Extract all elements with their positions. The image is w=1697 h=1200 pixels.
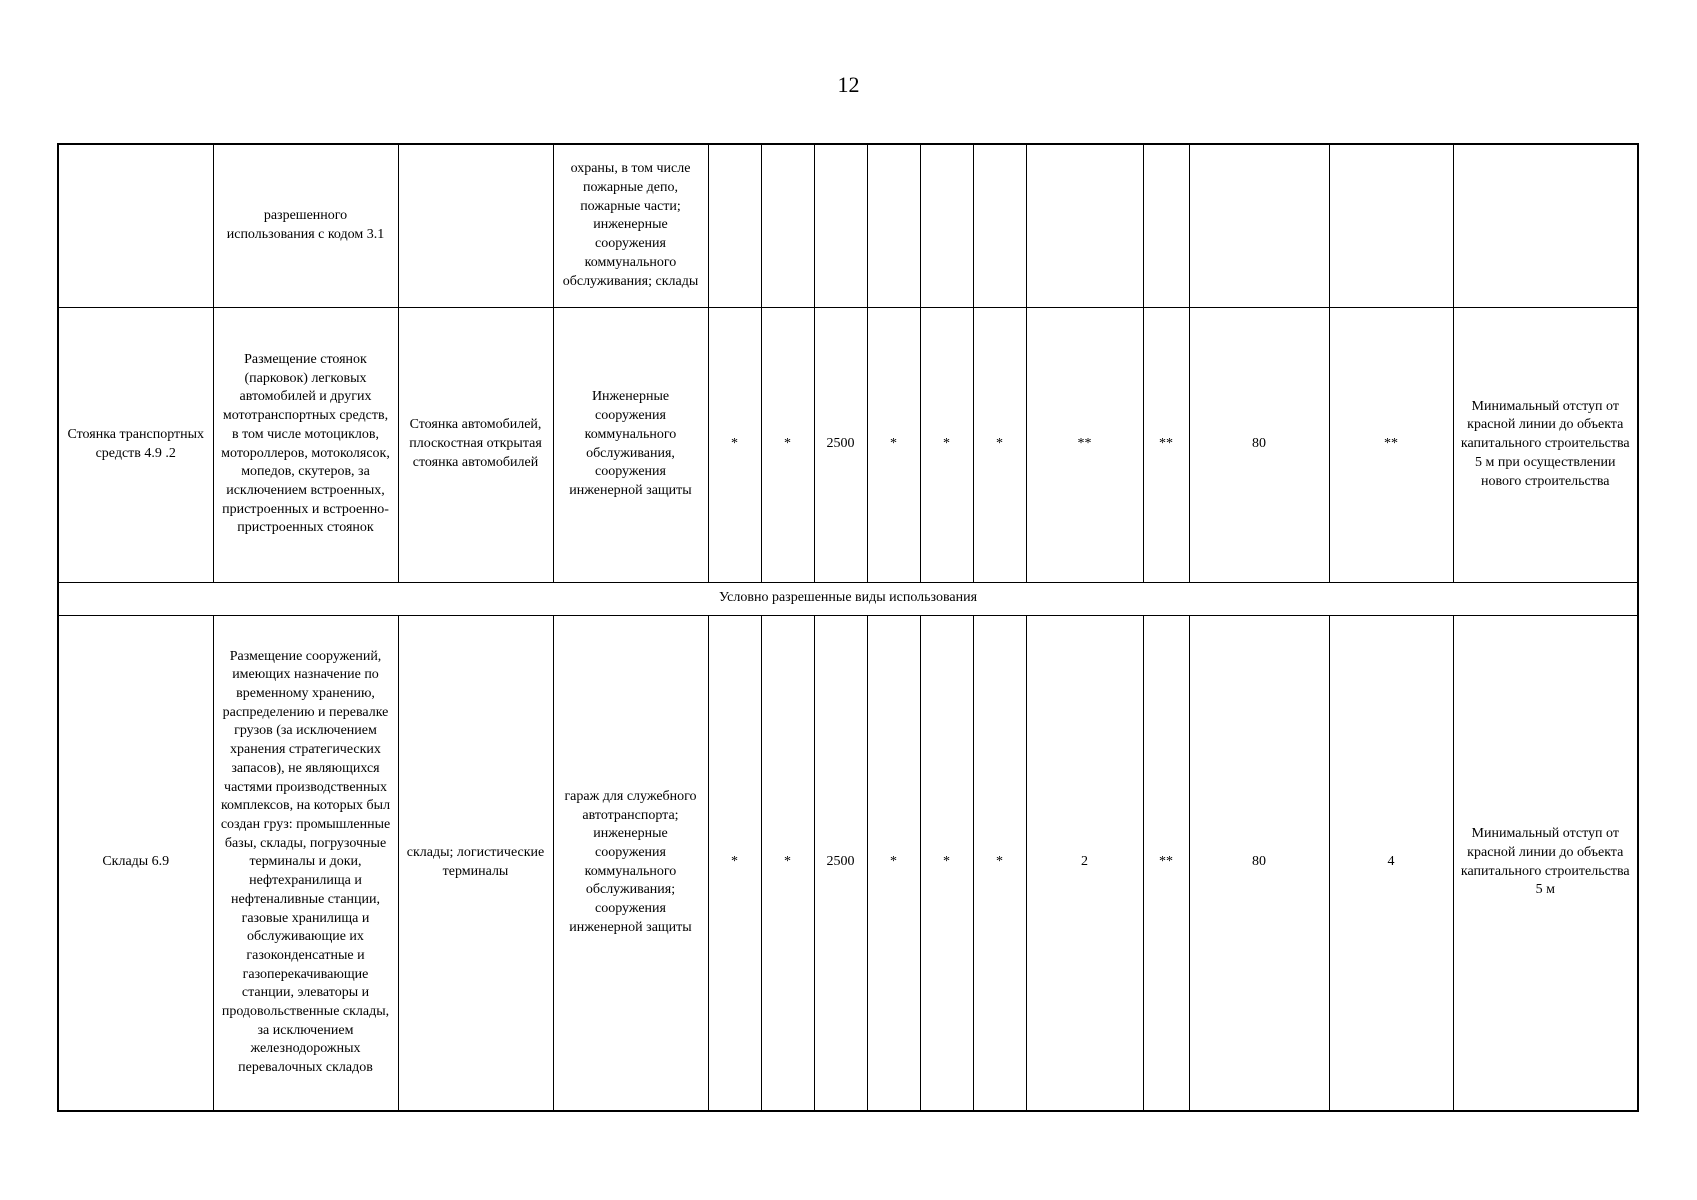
- param-cell: *: [867, 615, 920, 1111]
- use-name-cell: Склады 6.9: [58, 615, 213, 1111]
- param-cell: [1026, 144, 1143, 307]
- table-row: [58, 144, 1638, 307]
- param-cell: *: [708, 615, 761, 1111]
- param-cell: [973, 144, 1026, 307]
- param-cell: *: [867, 307, 920, 582]
- auxiliary-use-cell: Инженерные сооружения коммунального обслуживания, сооружения инженерной защиты: [553, 307, 708, 582]
- param-cell: *: [708, 307, 761, 582]
- param-cell: *: [973, 307, 1026, 582]
- auxiliary-use-cell: охраны, в том числе пожарные депо, пожарные части; инженерные сооружения коммунального обслуживания; склады: [553, 144, 708, 307]
- use-name-cell: Стоянка транспортных средств 4.9 .2: [58, 307, 213, 582]
- param-cell: **: [1143, 307, 1189, 582]
- use-name-cell: [58, 144, 213, 307]
- note-cell: [1453, 144, 1638, 307]
- param-cell: *: [973, 615, 1026, 1111]
- param-cell: [867, 144, 920, 307]
- section-header-row: [58, 582, 1638, 615]
- table-row: [58, 307, 1638, 582]
- param-cell: *: [761, 615, 814, 1111]
- param-cell: 80: [1189, 615, 1329, 1111]
- param-cell: 2500: [814, 307, 867, 582]
- param-cell: *: [920, 615, 973, 1111]
- param-cell: *: [920, 307, 973, 582]
- page-number: 12: [837, 72, 860, 97]
- main-object-cell: склады; логистические терминалы: [398, 615, 553, 1111]
- table-row: [58, 615, 1638, 1111]
- param-cell: [814, 144, 867, 307]
- zoning-table: [57, 143, 1639, 1112]
- param-cell: [1143, 144, 1189, 307]
- param-cell: [920, 144, 973, 307]
- param-cell: [1329, 144, 1453, 307]
- param-cell: **: [1026, 307, 1143, 582]
- param-cell: **: [1329, 307, 1453, 582]
- param-cell: *: [761, 307, 814, 582]
- param-cell: 80: [1189, 307, 1329, 582]
- param-cell: 2500: [814, 615, 867, 1111]
- note-cell: Минимальный отступ от красной линии до объекта капитального строительства 5 м при осуществлении нового строительства: [1453, 307, 1638, 582]
- note-cell: Минимальный отступ от красной линии до объекта капитального строительства 5 м: [1453, 615, 1638, 1111]
- use-description-cell: Размещение сооружений, имеющих назначение по временному хранению, распределению и перевалке грузов (за исключением хранения стратегических запасов), не являющихся частями производственных комплексов, на которых был создан груз: промышленные базы, склады, погрузочные терминалы и доки, нефтехранилища и нефтеналивные станции, газовые хранилища и обслуживающие их газоконденсатные и газоперекачивающие станции, элеваторы и продовольственные склады, за исключением железнодорожных перевалочных складов: [213, 615, 398, 1111]
- param-cell: **: [1143, 615, 1189, 1111]
- main-object-cell: [398, 144, 553, 307]
- auxiliary-use-cell: гараж для служебного автотранспорта; инженерные сооружения коммунального обслуживания; сооружения инженерной защиты: [553, 615, 708, 1111]
- param-cell: 2: [1026, 615, 1143, 1111]
- use-description-cell: разрешенного использования с кодом 3.1: [213, 144, 398, 307]
- param-cell: [761, 144, 814, 307]
- param-cell: [708, 144, 761, 307]
- param-cell: 4: [1329, 615, 1453, 1111]
- main-object-cell: Стоянка автомобилей, плоскостная открытая стоянка автомобилей: [398, 307, 553, 582]
- param-cell: [1189, 144, 1329, 307]
- use-description-cell: Размещение стоянок (парковок) легковых автомобилей и других мототранспортных средств, в том числе мотоциклов, мотороллеров, мотоколясок, мопедов, скутеров, за исключением встроенных, пристроенных и встроенно-пристроенных стоянок: [213, 307, 398, 582]
- section-header: Условно разрешенные виды использования: [58, 582, 1638, 615]
